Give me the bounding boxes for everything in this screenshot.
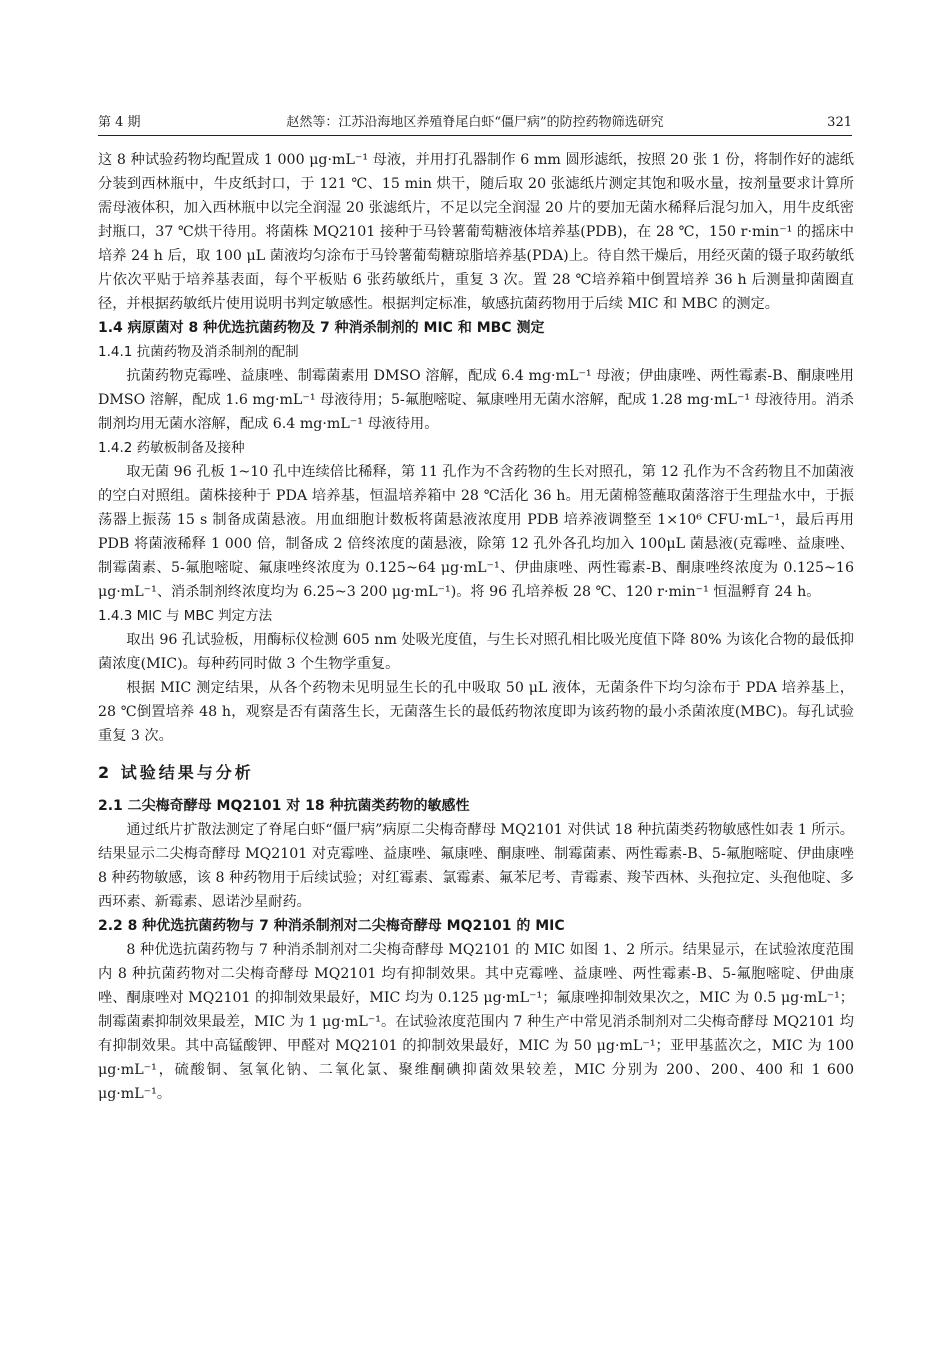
- paragraph-mbc-method: 根据 MIC 测定结果，从各个药物未见明显生长的孔中吸取 50 μL 液体，无菌条件下均匀涂布于 PDA 培养基上，28 ℃倒置培养 48 h，观察是否有菌落生长，无菌落生长的最低药物浓度即为该药物的最小杀菌浓度(MBC)。每孔试验重复 3 次。: [98, 680, 854, 744]
- subsection-heading-1-4-1: 1.4.1 抗菌药物及消杀制剂的配制: [98, 344, 299, 360]
- subsection-heading-1-4-3: 1.4.3 MIC 与 MBC 判定方法: [98, 608, 273, 624]
- paragraph-drug-preparation: 抗菌药物克霉唑、益康唑、制霉菌素用 DMSO 溶解，配成 6.4 mg·mL⁻¹ 母液；伊曲康唑、两性霉素-B、酮康唑用 DMSO 溶解，配成 1.6 mg·mL⁻¹ 母液待用；5-氟胞嘧啶、氟康唑用无菌水溶解，配成 1.28 mg·mL⁻¹ 母液待用。消杀制剂均用无菌水溶解，配成 6.4 mg·mL⁻¹ 母液待用。: [98, 368, 854, 432]
- paragraph-mic-method: 取出 96 孔试验板，用酶标仪检测 605 nm 处吸光度值，与生长对照孔相比吸光度值下降 80% 为该化合物的最低抑菌浓度(MIC)。每种药同时做 3 个生物学重复。: [98, 632, 854, 672]
- paragraph-mic-results: 8 种优选抗菌药物与 7 种消杀制剂对二尖梅奇酵母 MQ2101 的 MIC 如图 1、2 所示。结果显示，在试验浓度范围内 8 种抗菌药物对二尖梅奇酵母 MQ2101 均有抑制效果。其中克霉唑、益康唑、两性霉素-B、5-氟胞嘧啶、伊曲康唑、酮康唑对 MQ2101 的抑制效果最好，MIC 均为 0.125 μg·mL⁻¹；氟康唑抑制效果次之，MIC 为 0.5 μg·mL⁻¹；制霉菌素抑制效果最差，MIC 为 1 μg·mL⁻¹。在试验浓度范围内 7 种生产中常见消杀制剂对二尖梅奇酵母 MQ2101 均有抑制效果。其中高锰酸钾、甲醛对 MQ2101 的抑制效果最好，MIC 为 50 μg·mL⁻¹；亚甲基蓝次之，MIC 为 100 μg·mL⁻¹，硫酸铜、氢氧化钠、二氧化氯、聚维酮碘抑菌效果较差，MIC 分别为 200、200、400 和 1 600 μg·mL⁻¹。: [98, 942, 854, 1102]
- article-body: [98, 148, 854, 1106]
- article-running-title: 赵然等：江苏沿海地区养殖脊尾白虾“僵尸病”的防控药物筛选研究: [286, 115, 664, 130]
- paragraph-sensitivity-results: 通过纸片扩散法测定了脊尾白虾“僵尸病”病原二尖梅奇酵母 MQ2101 对供试 18 种抗菌类药物敏感性如表 1 所示。结果显示二尖梅奇酵母 MQ2101 对克霉唑、益康唑、氟康唑、酮康唑、制霉菌素、两性霉素-B、5-氟胞嘧啶、伊曲康唑 8 种药物敏感，该 8 种药物用于后续试验；对红霉素、氯霉素、氟苯尼考、青霉素、羧苄西林、头孢拉定、头孢他啶、多西环素、新霉素、恩诺沙星耐药。: [98, 822, 854, 910]
- section-heading-1-4: 1.4 病原菌对 8 种优选抗菌药物及 7 种消杀制剂的 MIC 和 MBC 测定: [98, 320, 545, 336]
- section-heading-2-1: 2.1 二尖梅奇酵母 MQ2101 对 18 种抗菌类药物的敏感性: [98, 798, 470, 814]
- subsection-heading-1-4-2: 1.4.2 药敏板制备及接种: [98, 440, 245, 456]
- section-heading-2: 2 试验结果与分析: [98, 763, 254, 782]
- section-heading-2-2: 2.2 8 种优选抗菌药物与 7 种消杀制剂对二尖梅奇酵母 MQ2101 的 MIC: [98, 918, 565, 934]
- issue-label: 第 4 期: [98, 115, 141, 130]
- paragraph-disk-preparation: 这 8 种试验药物均配置成 1 000 μg·mL⁻¹ 母液，并用打孔器制作 6 mm 圆形滤纸，按照 20 张 1 份，将制作好的滤纸分装到西林瓶中，牛皮纸封口，于 121 ℃、15 min 烘干，随后取 20 张滤纸片测定其饱和吸水量，按剂量要求计算所需母液体积，加入西林瓶中以完全润湿 20 张滤纸片，不足以完全润湿 20 片的要加无菌水稀释后混匀加入，用牛皮纸密封瓶口，37 ℃烘干待用。将菌株 MQ2101 接种于马铃薯葡萄糖液体培养基(PDB)，在 28 ℃，150 r·min⁻¹ 的摇床中培养 24 h 后，取 100 μL 菌液均匀涂布于马铃薯葡萄糖琼脂培养基(PDA)上。待自然干燥后，用经灭菌的镊子取药敏纸片依次平贴于培养基表面，每个平板贴 6 张药敏纸片，重复 3 次。置 28 ℃培养箱中倒置培养 36 h 后测量抑菌圈直径，并根据药敏纸片使用说明书判定敏感性。根据判定标准，敏感抗菌药物用于后续 MIC 和 MBC 的测定。: [98, 152, 854, 312]
- running-head: [98, 113, 852, 136]
- paragraph-plate-inoculation: 取无菌 96 孔板 1~10 孔中连续倍比稀释，第 11 孔作为不含药物的生长对照孔，第 12 孔作为不含药物且不加菌液的空白对照组。菌株接种于 PDA 培养基，恒温培养箱中 28 ℃活化 36 h。用无菌棉签蘸取菌落溶于生理盐水中，于振荡器上振荡 15 s 制备成菌悬液。用血细胞计数板将菌悬液浓度用 PDB 培养液调整至 1×10⁶ CFU·mL⁻¹，最后再用 PDB 将菌液稀释 1 000 倍，制备成 2 倍终浓度的菌悬液，除第 12 孔外各孔均加入 100μL 菌悬液(克霉唑、益康唑、制霉菌素、5-氟胞嘧啶、氟康唑终浓度为 0.125~64 μg·mL⁻¹、伊曲康唑、两性霉素-B、酮康唑终浓度为 0.125~16 μg·mL⁻¹、消杀制剂终浓度均为 6.25~3 200 μg·mL⁻¹)。将 96 孔培养板 28 ℃、120 r·min⁻¹ 恒温孵育 24 h。: [98, 464, 854, 600]
- page-number: 321: [827, 115, 852, 130]
